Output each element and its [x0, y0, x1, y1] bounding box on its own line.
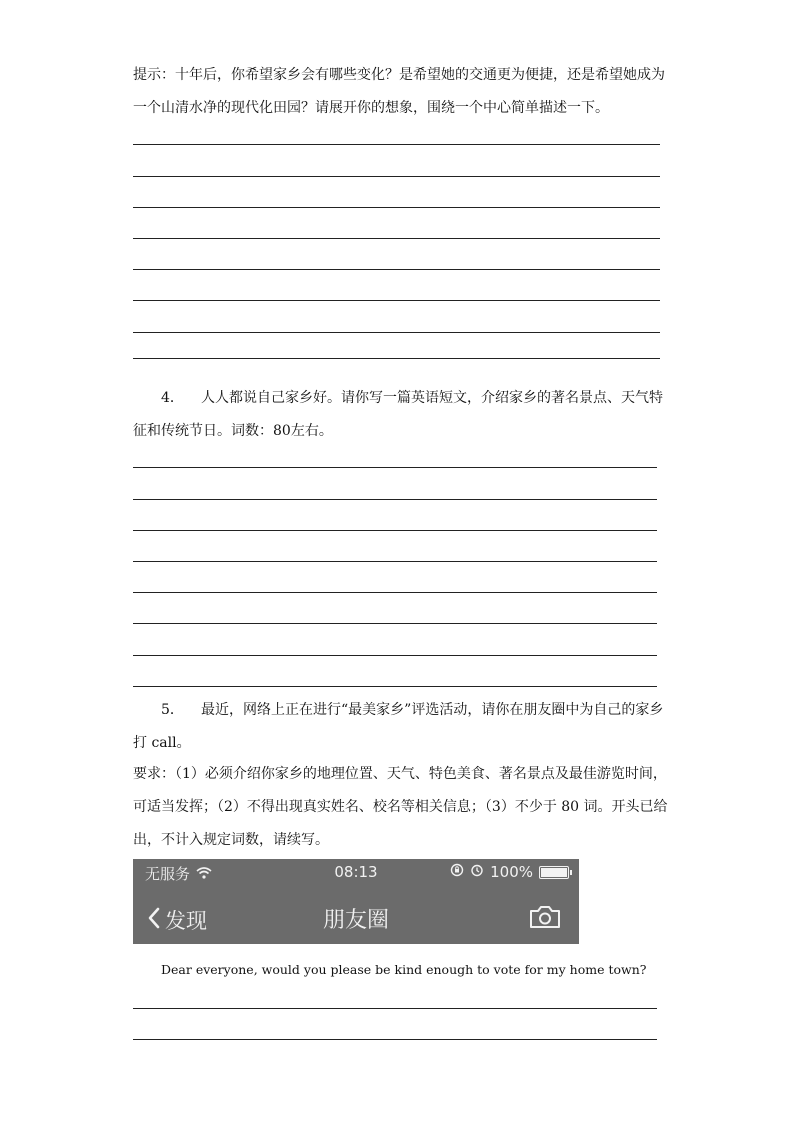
battery-percent: 100%	[490, 863, 533, 881]
writing-line	[133, 623, 657, 624]
writing-line	[133, 1008, 657, 1009]
battery-level	[541, 868, 567, 877]
writing-line	[133, 144, 660, 145]
writing-line	[133, 686, 657, 687]
writing-line	[133, 1039, 657, 1040]
writing-line	[133, 467, 657, 468]
wechat-moments-screenshot	[133, 859, 579, 944]
writing-line	[133, 332, 660, 333]
status-right	[450, 863, 569, 881]
writing-line	[133, 499, 657, 500]
writing-line	[133, 530, 657, 531]
question-4	[133, 382, 673, 448]
question-number: 4．	[161, 390, 184, 406]
writing-line	[133, 561, 657, 562]
requirements-paragraph: 要求：（1）必须介绍你家乡的地理位置、天气、特色美食、著名景点及最佳游览时间，可适当发挥；（2）不得出现真实姓名、校名等相关信息；（3）不少于 80 词。开头已给出，不计入规定词数，请续写。	[133, 766, 668, 848]
back-label: 发现	[165, 909, 207, 933]
rotation-lock-icon	[450, 863, 464, 881]
nav-title: 朋友圈	[322, 908, 389, 933]
opening-sentence: Dear everyone, would you please be kind enough to vote for my home town?	[161, 962, 647, 977]
writing-line	[133, 358, 660, 359]
question-5	[133, 694, 673, 760]
writing-line	[133, 592, 657, 593]
writing-line	[133, 176, 660, 177]
question-text: 最近，网络上正在进行“最美家乡”评选活动，请你在朋友圈中为自己的家乡打 call。	[133, 702, 664, 751]
question-text: 人人都说自己家乡好。请你写一篇英语短文，介绍家乡的著名景点、天气特征和传统节日。词数：80左右。	[133, 390, 663, 439]
carrier-text: 无服务	[145, 865, 191, 883]
battery-icon	[539, 866, 569, 879]
hint-paragraph: 提示：十年后，你希望家乡会有哪些变化？是希望她的交通更为便捷，还是希望她成为一个山清水净的现代化田园？请展开你的想象，围绕一个中心简单描述一下。	[133, 67, 665, 116]
writing-line	[133, 269, 660, 270]
status-bar	[133, 859, 579, 885]
alarm-icon	[470, 863, 484, 881]
question-number: 5．	[161, 702, 184, 718]
writing-line	[133, 207, 660, 208]
nav-bar	[133, 893, 579, 941]
writing-line	[133, 238, 660, 239]
camera-icon[interactable]	[529, 905, 561, 933]
clock-text: 08:13	[334, 863, 378, 881]
writing-line	[133, 655, 657, 656]
writing-line	[133, 300, 660, 301]
